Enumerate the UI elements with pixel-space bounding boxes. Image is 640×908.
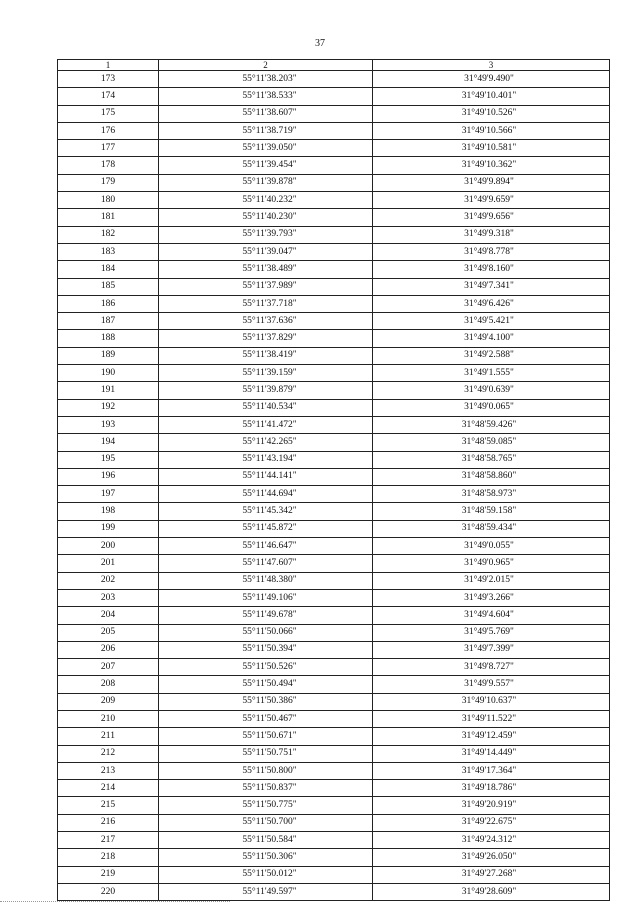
point-number: 199 bbox=[58, 520, 159, 537]
table-row bbox=[58, 728, 610, 745]
latitude-cell: 55°11'42.265" bbox=[159, 434, 373, 451]
latitude-cell: 55°11'37.829" bbox=[159, 330, 373, 347]
table-row bbox=[58, 140, 610, 157]
longitude-cell: 31°49'10.581" bbox=[373, 140, 610, 157]
table-row bbox=[58, 278, 610, 295]
table-row bbox=[58, 486, 610, 503]
point-number: 202 bbox=[58, 572, 159, 589]
point-number: 216 bbox=[58, 814, 159, 831]
point-number: 185 bbox=[58, 278, 159, 295]
table-body bbox=[58, 71, 610, 901]
latitude-cell: 55°11'50.775" bbox=[159, 797, 373, 814]
point-number: 194 bbox=[58, 434, 159, 451]
table-row bbox=[58, 745, 610, 762]
table-row bbox=[58, 624, 610, 641]
latitude-cell: 55°11'50.751" bbox=[159, 745, 373, 762]
longitude-cell: 31°49'6.426" bbox=[373, 295, 610, 312]
longitude-cell: 31°48'59.426" bbox=[373, 416, 610, 433]
latitude-cell: 55°11'37.989" bbox=[159, 278, 373, 295]
point-number: 204 bbox=[58, 607, 159, 624]
point-number: 197 bbox=[58, 486, 159, 503]
latitude-cell: 55°11'39.159" bbox=[159, 365, 373, 382]
longitude-cell: 31°49'10.362" bbox=[373, 157, 610, 174]
longitude-cell: 31°49'1.555" bbox=[373, 365, 610, 382]
latitude-cell: 55°11'50.467" bbox=[159, 710, 373, 727]
table-row bbox=[58, 434, 610, 451]
longitude-cell: 31°49'4.604" bbox=[373, 607, 610, 624]
latitude-cell: 55°11'39.047" bbox=[159, 243, 373, 260]
latitude-cell: 55°11'50.700" bbox=[159, 814, 373, 831]
table-row bbox=[58, 641, 610, 658]
page-number: 37 bbox=[315, 38, 325, 49]
longitude-cell: 31°49'9.490" bbox=[373, 71, 610, 88]
point-number: 210 bbox=[58, 710, 159, 727]
longitude-cell: 31°49'18.786" bbox=[373, 780, 610, 797]
table-row bbox=[58, 503, 610, 520]
point-number: 208 bbox=[58, 676, 159, 693]
longitude-cell: 31°48'59.158" bbox=[373, 503, 610, 520]
point-number: 211 bbox=[58, 728, 159, 745]
latitude-cell: 55°11'48.380" bbox=[159, 572, 373, 589]
point-number: 175 bbox=[58, 105, 159, 122]
longitude-cell: 31°49'8.727" bbox=[373, 659, 610, 676]
longitude-cell: 31°49'10.526" bbox=[373, 105, 610, 122]
coordinates-table bbox=[57, 59, 610, 901]
longitude-cell: 31°49'9.659" bbox=[373, 192, 610, 209]
table-row bbox=[58, 399, 610, 416]
table-row bbox=[58, 555, 610, 572]
longitude-cell: 31°49'10.401" bbox=[373, 88, 610, 105]
latitude-cell: 55°11'47.607" bbox=[159, 555, 373, 572]
table-row bbox=[58, 157, 610, 174]
latitude-cell: 55°11'43.194" bbox=[159, 451, 373, 468]
table-row bbox=[58, 849, 610, 866]
table-row bbox=[58, 365, 610, 382]
header-row bbox=[58, 60, 610, 71]
table-row bbox=[58, 589, 610, 606]
table-row bbox=[58, 572, 610, 589]
latitude-cell: 55°11'39.879" bbox=[159, 382, 373, 399]
longitude-cell: 31°49'7.341" bbox=[373, 278, 610, 295]
point-number: 178 bbox=[58, 157, 159, 174]
latitude-cell: 55°11'50.494" bbox=[159, 676, 373, 693]
latitude-cell: 55°11'49.678" bbox=[159, 607, 373, 624]
table-row bbox=[58, 832, 610, 849]
longitude-cell: 31°49'9.894" bbox=[373, 174, 610, 191]
latitude-cell: 55°11'50.800" bbox=[159, 762, 373, 779]
latitude-cell: 55°11'49.106" bbox=[159, 589, 373, 606]
table-row bbox=[58, 261, 610, 278]
longitude-cell: 31°49'8.778" bbox=[373, 243, 610, 260]
point-number: 173 bbox=[58, 71, 159, 88]
point-number: 205 bbox=[58, 624, 159, 641]
point-number: 179 bbox=[58, 174, 159, 191]
point-number: 187 bbox=[58, 313, 159, 330]
longitude-cell: 31°49'5.421" bbox=[373, 313, 610, 330]
latitude-cell: 55°11'38.489" bbox=[159, 261, 373, 278]
table-row bbox=[58, 330, 610, 347]
longitude-cell: 31°48'59.085" bbox=[373, 434, 610, 451]
longitude-cell: 31°49'0.065" bbox=[373, 399, 610, 416]
point-number: 212 bbox=[58, 745, 159, 762]
table-row bbox=[58, 762, 610, 779]
longitude-cell: 31°49'17.364" bbox=[373, 762, 610, 779]
latitude-cell: 55°11'50.306" bbox=[159, 849, 373, 866]
point-number: 186 bbox=[58, 295, 159, 312]
header-col-3: 3 bbox=[373, 60, 610, 71]
longitude-cell: 31°49'4.100" bbox=[373, 330, 610, 347]
longitude-cell: 31°49'10.566" bbox=[373, 122, 610, 139]
latitude-cell: 55°11'39.454" bbox=[159, 157, 373, 174]
latitude-cell: 55°11'45.872" bbox=[159, 520, 373, 537]
table-row bbox=[58, 607, 610, 624]
point-number: 213 bbox=[58, 762, 159, 779]
table-row bbox=[58, 883, 610, 900]
longitude-cell: 31°49'8.160" bbox=[373, 261, 610, 278]
point-number: 195 bbox=[58, 451, 159, 468]
point-number: 214 bbox=[58, 780, 159, 797]
point-number: 220 bbox=[58, 883, 159, 900]
longitude-cell: 31°49'5.769" bbox=[373, 624, 610, 641]
longitude-cell: 31°49'3.266" bbox=[373, 589, 610, 606]
table-row bbox=[58, 520, 610, 537]
point-number: 203 bbox=[58, 589, 159, 606]
table-row bbox=[58, 797, 610, 814]
point-number: 176 bbox=[58, 122, 159, 139]
table-row bbox=[58, 71, 610, 88]
table-row bbox=[58, 780, 610, 797]
latitude-cell: 55°11'37.718" bbox=[159, 295, 373, 312]
point-number: 196 bbox=[58, 468, 159, 485]
longitude-cell: 31°49'10.637" bbox=[373, 693, 610, 710]
point-number: 190 bbox=[58, 365, 159, 382]
latitude-cell: 55°11'37.636" bbox=[159, 313, 373, 330]
table-row bbox=[58, 347, 610, 364]
latitude-cell: 55°11'50.526" bbox=[159, 659, 373, 676]
latitude-cell: 55°11'50.012" bbox=[159, 866, 373, 883]
latitude-cell: 55°11'38.203" bbox=[159, 71, 373, 88]
longitude-cell: 31°48'59.434" bbox=[373, 520, 610, 537]
table-row bbox=[58, 416, 610, 433]
latitude-cell: 55°11'38.419" bbox=[159, 347, 373, 364]
table-row bbox=[58, 295, 610, 312]
latitude-cell: 55°11'50.671" bbox=[159, 728, 373, 745]
point-number: 182 bbox=[58, 226, 159, 243]
table-row bbox=[58, 866, 610, 883]
latitude-cell: 55°11'38.607" bbox=[159, 105, 373, 122]
longitude-cell: 31°49'14.449" bbox=[373, 745, 610, 762]
point-number: 192 bbox=[58, 399, 159, 416]
table-row bbox=[58, 659, 610, 676]
latitude-cell: 55°11'49.597" bbox=[159, 883, 373, 900]
table-row bbox=[58, 710, 610, 727]
longitude-cell: 31°49'20.919" bbox=[373, 797, 610, 814]
table-row bbox=[58, 313, 610, 330]
point-number: 206 bbox=[58, 641, 159, 658]
latitude-cell: 55°11'38.719" bbox=[159, 122, 373, 139]
header-col-1: 1 bbox=[58, 60, 159, 71]
latitude-cell: 55°11'50.394" bbox=[159, 641, 373, 658]
table-row bbox=[58, 538, 610, 555]
table-row bbox=[58, 88, 610, 105]
point-number: 177 bbox=[58, 140, 159, 157]
longitude-cell: 31°48'58.765" bbox=[373, 451, 610, 468]
latitude-cell: 55°11'40.232" bbox=[159, 192, 373, 209]
table-row bbox=[58, 105, 610, 122]
table-row bbox=[58, 382, 610, 399]
table-row bbox=[58, 814, 610, 831]
table-row bbox=[58, 451, 610, 468]
latitude-cell: 55°11'39.050" bbox=[159, 140, 373, 157]
longitude-cell: 31°49'26.050" bbox=[373, 849, 610, 866]
latitude-cell: 55°11'41.472" bbox=[159, 416, 373, 433]
longitude-cell: 31°49'24.312" bbox=[373, 832, 610, 849]
table-row bbox=[58, 468, 610, 485]
longitude-cell: 31°49'12.459" bbox=[373, 728, 610, 745]
longitude-cell: 31°48'58.973" bbox=[373, 486, 610, 503]
longitude-cell: 31°49'2.588" bbox=[373, 347, 610, 364]
header-col-2: 2 bbox=[159, 60, 373, 71]
scan-edge-mark bbox=[0, 900, 230, 902]
table-row bbox=[58, 209, 610, 226]
longitude-cell: 31°49'7.399" bbox=[373, 641, 610, 658]
latitude-cell: 55°11'40.534" bbox=[159, 399, 373, 416]
point-number: 181 bbox=[58, 209, 159, 226]
point-number: 188 bbox=[58, 330, 159, 347]
table-row bbox=[58, 122, 610, 139]
point-number: 183 bbox=[58, 243, 159, 260]
longitude-cell: 31°49'22.675" bbox=[373, 814, 610, 831]
table-row bbox=[58, 676, 610, 693]
table-row bbox=[58, 243, 610, 260]
latitude-cell: 55°11'44.141" bbox=[159, 468, 373, 485]
point-number: 180 bbox=[58, 192, 159, 209]
longitude-cell: 31°49'2.015" bbox=[373, 572, 610, 589]
latitude-cell: 55°11'45.342" bbox=[159, 503, 373, 520]
latitude-cell: 55°11'46.647" bbox=[159, 538, 373, 555]
point-number: 191 bbox=[58, 382, 159, 399]
point-number: 174 bbox=[58, 88, 159, 105]
point-number: 184 bbox=[58, 261, 159, 278]
point-number: 218 bbox=[58, 849, 159, 866]
table-row bbox=[58, 174, 610, 191]
longitude-cell: 31°49'27.268" bbox=[373, 866, 610, 883]
latitude-cell: 55°11'44.694" bbox=[159, 486, 373, 503]
point-number: 217 bbox=[58, 832, 159, 849]
latitude-cell: 55°11'50.584" bbox=[159, 832, 373, 849]
point-number: 200 bbox=[58, 538, 159, 555]
longitude-cell: 31°49'28.609" bbox=[373, 883, 610, 900]
latitude-cell: 55°11'39.793" bbox=[159, 226, 373, 243]
point-number: 207 bbox=[58, 659, 159, 676]
point-number: 215 bbox=[58, 797, 159, 814]
latitude-cell: 55°11'38.533" bbox=[159, 88, 373, 105]
table-row bbox=[58, 693, 610, 710]
table-row bbox=[58, 226, 610, 243]
longitude-cell: 31°49'9.557" bbox=[373, 676, 610, 693]
point-number: 189 bbox=[58, 347, 159, 364]
point-number: 198 bbox=[58, 503, 159, 520]
longitude-cell: 31°49'9.318" bbox=[373, 226, 610, 243]
point-number: 209 bbox=[58, 693, 159, 710]
longitude-cell: 31°48'58.860" bbox=[373, 468, 610, 485]
latitude-cell: 55°11'39.878" bbox=[159, 174, 373, 191]
longitude-cell: 31°49'9.656" bbox=[373, 209, 610, 226]
latitude-cell: 55°11'40.230" bbox=[159, 209, 373, 226]
longitude-cell: 31°49'0.639" bbox=[373, 382, 610, 399]
table-row bbox=[58, 192, 610, 209]
longitude-cell: 31°49'0.055" bbox=[373, 538, 610, 555]
table-header bbox=[58, 60, 610, 71]
point-number: 193 bbox=[58, 416, 159, 433]
point-number: 201 bbox=[58, 555, 159, 572]
latitude-cell: 55°11'50.837" bbox=[159, 780, 373, 797]
longitude-cell: 31°49'0.965" bbox=[373, 555, 610, 572]
latitude-cell: 55°11'50.066" bbox=[159, 624, 373, 641]
latitude-cell: 55°11'50.386" bbox=[159, 693, 373, 710]
longitude-cell: 31°49'11.522" bbox=[373, 710, 610, 727]
point-number: 219 bbox=[58, 866, 159, 883]
